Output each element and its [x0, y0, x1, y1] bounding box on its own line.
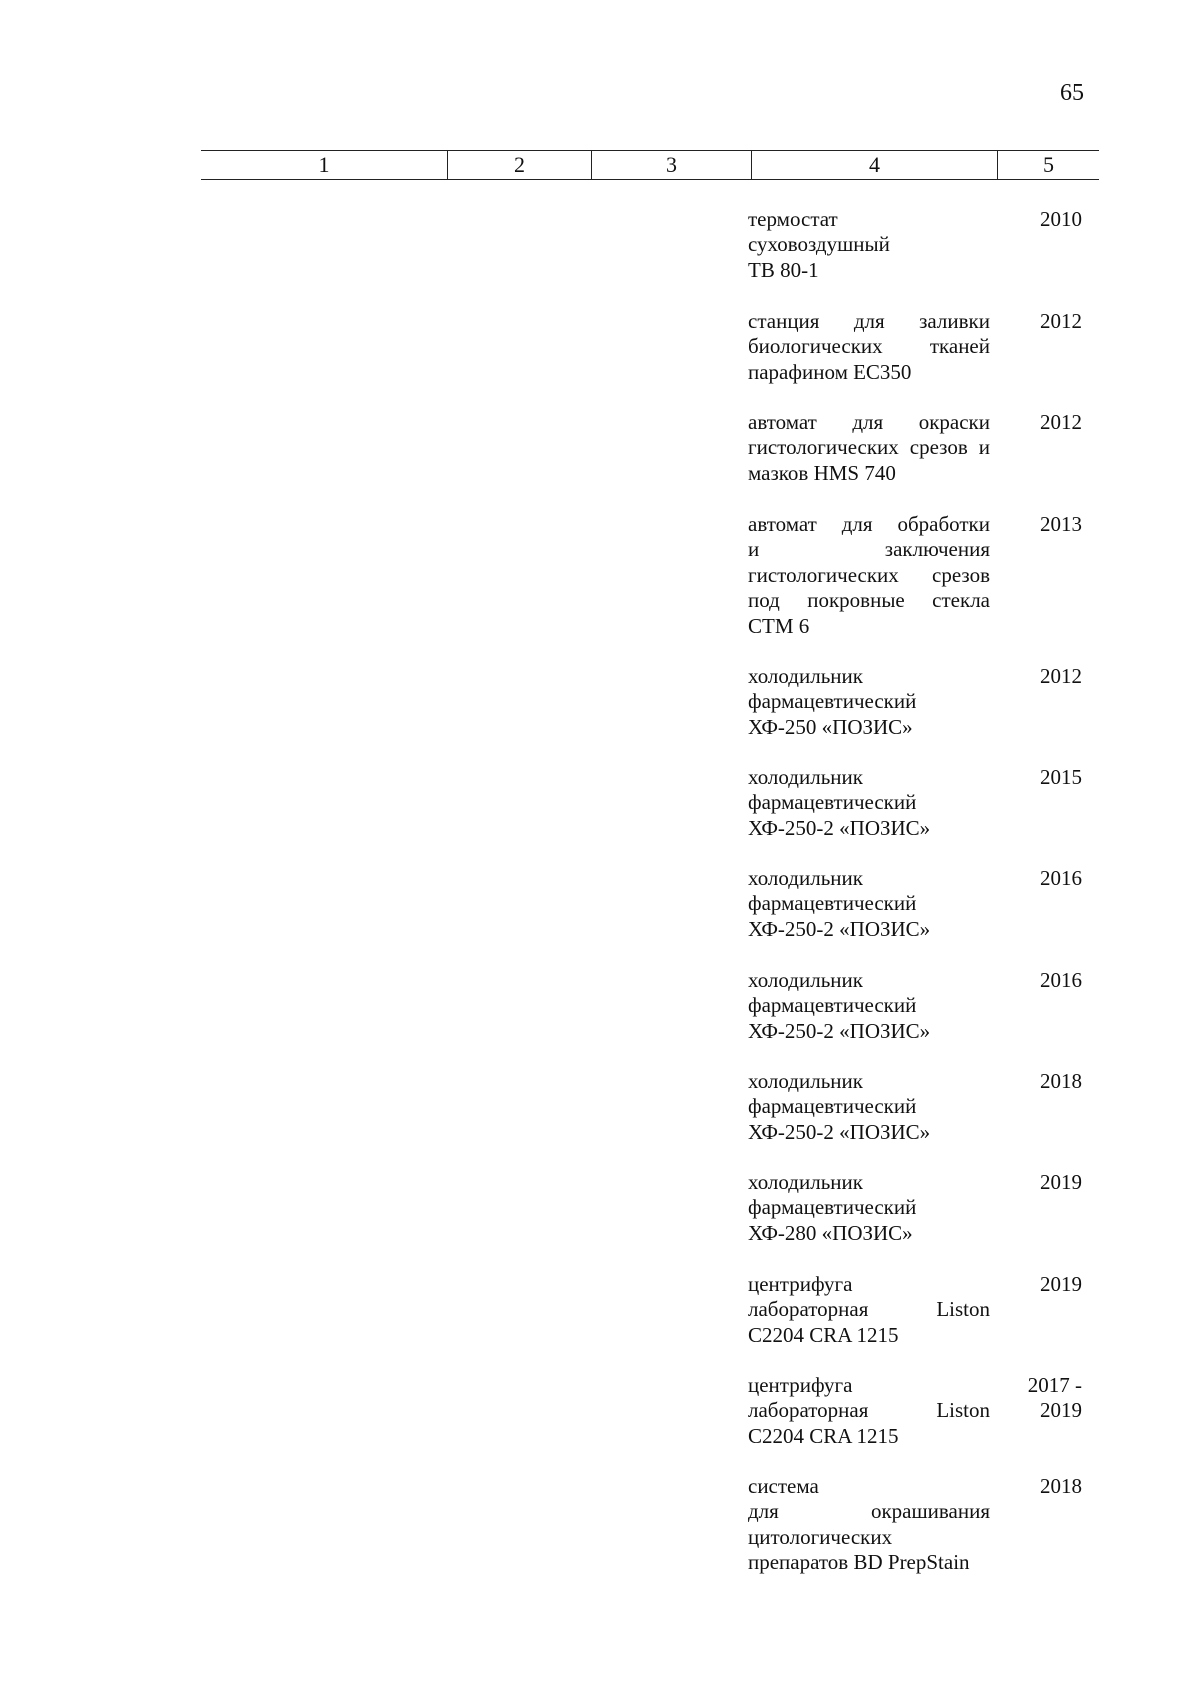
page-number: 65	[1060, 80, 1084, 106]
equipment-year: 2012	[1040, 664, 1082, 688]
equipment-year: 2017 - 2019	[1027, 1373, 1082, 1423]
description-line: холодильник	[748, 664, 863, 688]
equipment-year: 2018	[1040, 1474, 1082, 1498]
description-line: препаратов BD PrepStain	[748, 1550, 970, 1575]
equipment-year: 2015	[1040, 765, 1082, 789]
equipment-description	[748, 309, 990, 385]
equipment-year: 2012	[1040, 309, 1082, 333]
equipment-description	[748, 664, 990, 740]
equipment-description	[748, 1272, 990, 1348]
description-line: автомат для обработки	[748, 512, 990, 536]
description-line: ХФ-250-2 «ПОЗИС»	[748, 1018, 931, 1043]
description-line: ХФ-250 «ПОЗИС»	[748, 714, 913, 739]
equipment-description	[748, 765, 990, 841]
description-line: холодильник	[748, 765, 863, 789]
description-line: гистологических срезов	[748, 562, 990, 587]
description-line: система	[748, 1474, 819, 1498]
description-line: ХФ-250-2 «ПОЗИС»	[748, 815, 931, 840]
column-header-3: 3	[591, 151, 751, 179]
equipment-description	[748, 512, 990, 639]
description-line: холодильник	[748, 968, 863, 992]
description-line: лабораторная Liston	[748, 1398, 990, 1423]
equipment-description	[748, 866, 990, 942]
description-line: фармацевтический	[748, 1195, 917, 1220]
equipment-year: 2019	[1040, 1170, 1082, 1194]
equipment-year: 2010	[1040, 207, 1082, 231]
description-line: фармацевтический	[748, 689, 917, 714]
equipment-description	[748, 207, 990, 283]
description-line: под покровные стекла	[748, 588, 990, 613]
description-line: ХФ-250-2 «ПОЗИС»	[748, 916, 931, 941]
description-line: центрифуга	[748, 1272, 853, 1296]
description-line: ТВ 80-1	[748, 257, 819, 282]
description-line: ХФ-250-2 «ПОЗИС»	[748, 1119, 931, 1144]
description-line: для окрашивания	[748, 1499, 990, 1524]
description-line: суховоздушный	[748, 232, 890, 257]
equipment-description	[748, 410, 990, 486]
description-line: фармацевтический	[748, 1094, 917, 1119]
description-line: парафином EC350	[748, 359, 912, 384]
description-line: CTM 6	[748, 613, 810, 638]
description-line: термостат	[748, 207, 838, 231]
equipment-year: 2019	[1040, 1272, 1082, 1296]
equipment-description	[748, 1474, 990, 1576]
equipment-year: 2013	[1040, 512, 1082, 536]
equipment-year: 2012	[1040, 410, 1082, 434]
description-line: станция для заливки	[748, 309, 990, 333]
description-line: фармацевтический	[748, 891, 917, 916]
column-header-5: 5	[997, 151, 1099, 179]
description-line: мазков HMS 740	[748, 460, 896, 485]
table-header	[201, 150, 1099, 180]
equipment-description	[748, 1373, 990, 1449]
equipment-description	[748, 968, 990, 1044]
equipment-year: 2016	[1040, 968, 1082, 992]
description-line: холодильник	[748, 1069, 863, 1093]
description-line: центрифуга	[748, 1373, 853, 1397]
description-line: C2204 CRA 1215	[748, 1322, 899, 1347]
column-header-2: 2	[447, 151, 591, 179]
description-line: лабораторная Liston	[748, 1297, 990, 1322]
description-line: и заключения	[748, 537, 990, 562]
description-line: фармацевтический	[748, 993, 917, 1018]
description-line: ХФ-280 «ПОЗИС»	[748, 1220, 913, 1245]
description-line: гистологических срезов и	[748, 435, 990, 460]
description-line: фармацевтический	[748, 790, 917, 815]
column-header-4: 4	[751, 151, 997, 179]
equipment-description	[748, 1170, 990, 1246]
description-line: цитологических	[748, 1524, 893, 1549]
description-line: автомат для окраски	[748, 410, 990, 434]
equipment-year: 2018	[1040, 1069, 1082, 1093]
equipment-description	[748, 1069, 990, 1145]
column-header-1: 1	[318, 152, 330, 177]
description-line: холодильник	[748, 866, 863, 890]
description-line: биологических тканей	[748, 334, 990, 359]
equipment-year: 2016	[1040, 866, 1082, 890]
description-line: C2204 CRA 1215	[748, 1423, 899, 1448]
description-line: холодильник	[748, 1170, 863, 1194]
